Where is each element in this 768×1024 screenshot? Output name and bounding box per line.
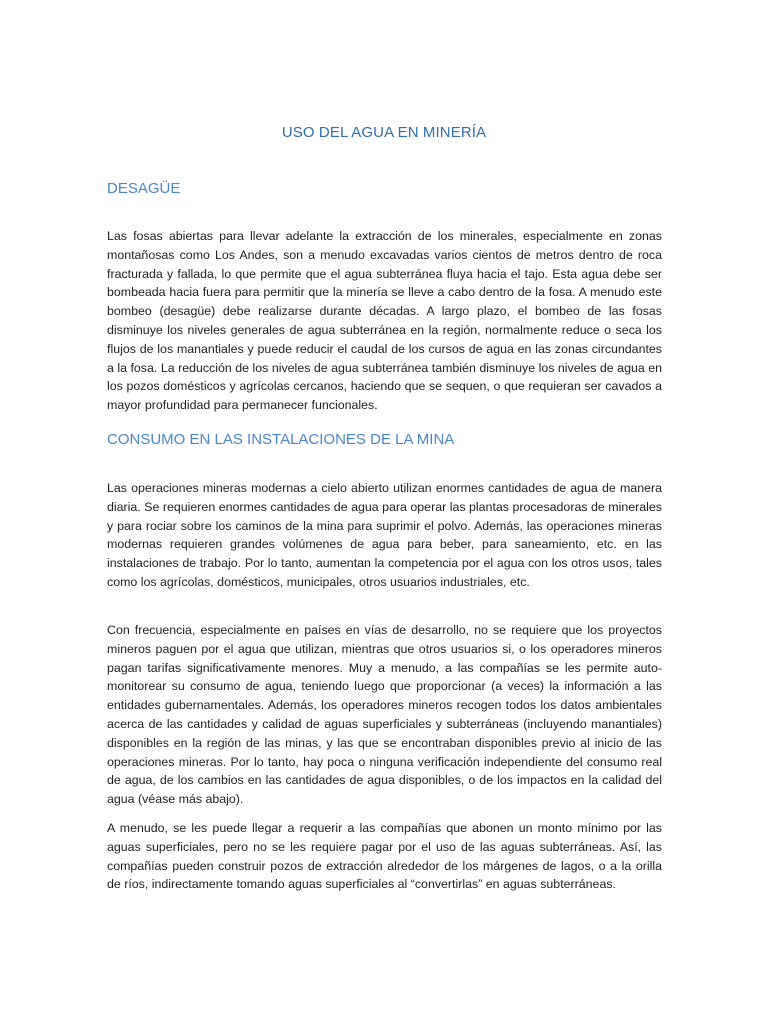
paragraph-consumo-1: Las operaciones mineras modernas a cielo abierto utilizan enormes cantidades de agua de manera diaria. Se requieren enormes cantidades de agua para operar las plantas procesadoras de minerales y para rociar sobre los caminos de la mina para suprimir el polvo. Además, las operaciones mineras modernas requieren grandes volúmenes de agua para beber, para saneamiento, etc. en las instalaciones de trabajo. Por lo tanto, aumentan la competencia por el agua con los otros usos, tales como los agrícolas, domésticos, municipales, otros usuarios industriales, etc. xyxy=(107,481,662,589)
paragraph-consumo-2: Con frecuencia, especialmente en países en vías de desarrollo, no se requiere que los proyectos mineros paguen por el agua que utilizan, mientras que otros usuarios si, o los operadores mineros pagan tarifas significativamente menores. Muy a menudo, a las compañías se les permite auto-monitorear su consumo de agua, teniendo luego que proporcionar (a veces) la información a las entidades gubernamentales. Además, los operadores mineros recogen todos los datos ambientales acerca de las cantidades y calidad de aguas superficiales y subterráneas (incluyendo manantiales) disponibles en la región de las minas, y las que se encontraban disponibles previo al inicio de las operaciones mineras. Por lo tanto, hay poca o ninguna verificación independiente del consumo real de agua, de los cambios en las cantidades de agua disponibles, o de los impactos en la calidad del agua (véase más abajo). xyxy=(107,623,662,807)
section-heading-desague: DESAGÜE xyxy=(107,180,181,197)
section-heading-consumo: CONSUMO EN LAS INSTALACIONES DE LA MINA xyxy=(107,431,455,448)
paragraph-desague: Las fosas abiertas para llevar adelante la extracción de los minerales, especialmente en zonas montañosas como Los Andes, son a menudo excavadas varios cientos de metros dentro de roca fracturada y fallada, lo que permite que el agua subterránea fluya hacia el tajo. Esta agua debe ser bombeada hacia fuera para permitir que la minería se lleve a cabo dentro de la fosa. A menudo este bombeo (desagüe) debe realizarse durante décadas. A largo plazo, el bombeo de las fosas disminuye los niveles generales de agua subterránea en la región, normalmente reduce o seca los flujos de los manantiales y puede reducir el caudal de los cursos de agua en las zonas circundantes a la fosa. La reducción de los niveles de agua subterránea también disminuye los niveles de agua en los pozos domésticos y agrícolas cercanos, haciendo que se sequen, o que requieran ser cavados a mayor profundidad para permanecer funcionales. xyxy=(107,229,662,413)
paragraph-consumo-3: A menudo, se les puede llegar a requerir a las compañías que abonen un monto mínimo por las aguas superficiales, pero no se les requiere pagar por el uso de las aguas subterráneas. Así, las compañías pueden construir pozos de extracción alrededor de los márgenes de lagos, o a la orilla de ríos, indirectamente tomando aguas superficiales al “convertirlas” en aguas subterráneas. xyxy=(107,821,662,892)
document-title: USO DEL AGUA EN MINERÍA xyxy=(281,124,487,141)
